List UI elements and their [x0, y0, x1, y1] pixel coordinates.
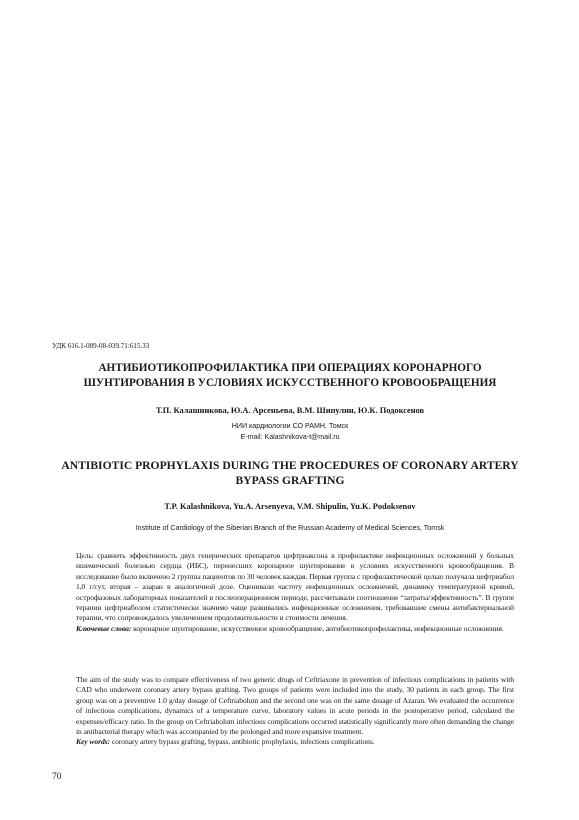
article-title-ru: [40, 361, 540, 390]
affiliation-ru: НИИ кардиологии СО РАМН, Томск: [231, 422, 349, 430]
affiliation-ru-block: [40, 421, 540, 442]
keywords-ru: [76, 624, 514, 634]
abstract-ru: [76, 551, 514, 634]
keywords-en-text: coronary artery bypass grafting, bypass, antibiotic prophylaxis, infectious complications.: [110, 737, 375, 747]
title-ru-line-2: ШУНТИРОВАНИЯ В УСЛОВИЯХ ИСКУССТВЕННОГО КРОВООБРАЩЕНИЯ: [83, 376, 497, 389]
affiliation-en: Institute of Cardiology of the Siberian Branch of the Russian Academy of Medical Sciences, Tomsk: [135, 524, 445, 532]
abstract-en: [76, 675, 514, 748]
abstract-ru-text: Цель: сравнить эффективность двух генерических препаратов цефтриаксона в профилактике инфекционных осложнений у больных ишемической болезнью сердца (ИБС), перенесших коронарное шунтирование в условиях искусственного кровообращения. В исследование было включено 2 группы пациентов по 30 человек каждая. Первая группа с профилактической целью получала цефтриабол 1,0 г/сут, вторая – азаран в аналогичной дозе. Оценивали частоту инфекционных осложнений, динамику температурной кривой, острофазовых лабораторных показателей в послеоперационном периоде, рассчитывали соотношение “затраты/эффективность”. В группе терапии цефтриаболом статистически значимо чаще развивались инфекционные осложнения, требовавшие смены антибактериальной терапии, что сопровождалось увеличением продолжительности и стоимости лечения.: [76, 551, 514, 623]
udk-code: УДК 616.1-089-08-039.71:615.33: [52, 341, 150, 350]
keywords-ru-text: коронарное шунтирование, искусственное кровообращение, антибиотикопрофилактика, инфекционные осложнения.: [131, 623, 504, 633]
title-ru-line-1: АНТИБИОТИКОПРОФИЛАКТИКА ПРИ ОПЕРАЦИЯХ КОРОНАРНОГО: [98, 362, 482, 374]
keywords-en: [76, 737, 514, 747]
article-title-en: [40, 459, 540, 488]
keywords-en-label: Key words:: [76, 737, 111, 747]
authors-ru: Т.П. Калашникова, Ю.А. Арсеньева, В.М. Шипулин, Ю.К. Подоксенов: [155, 406, 425, 415]
title-en-line-1: ANTIBIOTIC PROPHYLAXIS DURING THE PROCEDURES OF CORONARY ARTERY: [61, 459, 519, 472]
title-en-line-2: BYPASS GRAFTING: [235, 473, 345, 487]
authors-en: T.P. Kalashnikova, Yu.A. Arsenyeva, V.M. Shipulin, Yu.K. Podoksenov: [164, 502, 416, 511]
keywords-ru-label: Ключевые слова:: [76, 623, 132, 633]
page-number: 70: [52, 772, 62, 782]
contact-email: E-mail: Kalashnikova-t@mail.ru: [240, 432, 340, 441]
abstract-en-text: The aim of the study was to compare effectiveness of two generic drugs of Ceftriaxone in prevention of infectious complications in patients with CAD who underwent coronary artery bypass grafting. Two groups of patients were included into the study, 30 patients in each group. The first group was on a preventive 1.0 g/day dosage of Ceftriabolum and the second one was on the same dosage of Azaran. We evaluated the occurrence of infectious complications, dynamics of a temperature curve, laboratory values in acute periods in the postoperative period, calculated the expenses/efficacy ratio. In the group on Ceftriabolum infectious complications occurred statistically significantly more often demanding the change in antibacterial therapy which was accompanied by the prolonged and more expansive treatment.: [76, 675, 514, 737]
